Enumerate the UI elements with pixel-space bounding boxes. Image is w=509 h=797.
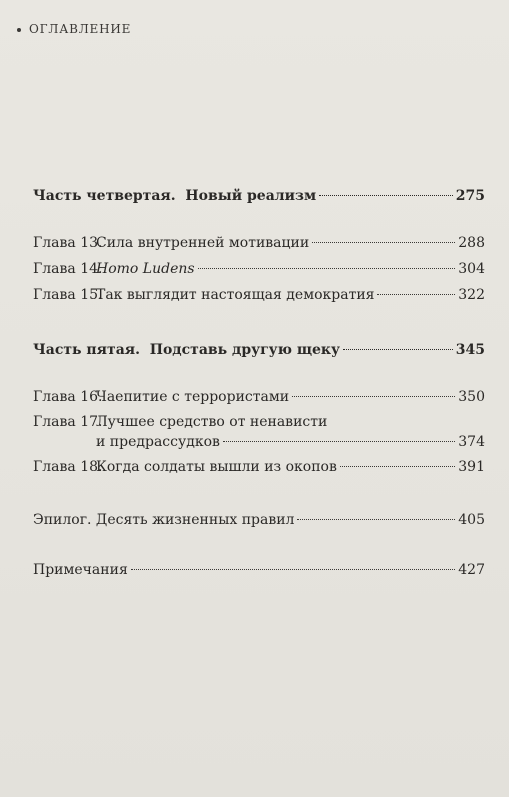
toc-chapter-16[interactable]	[33, 387, 485, 407]
chapter-title-line1: Лучшее средство от ненависти	[96, 414, 328, 430]
toc-chapter-17-line2[interactable]	[33, 432, 485, 452]
chapter-number: Глава 17.	[33, 414, 103, 430]
chapter-title: Homo Ludens	[96, 261, 195, 277]
chapter-number: Глава 14.	[33, 261, 103, 277]
toc-part-five[interactable]	[33, 340, 485, 360]
dot-leader	[319, 195, 453, 196]
chapter-number: Глава 15.	[33, 287, 103, 303]
dot-leader	[377, 294, 455, 295]
part-label: Часть пятая.	[33, 342, 140, 358]
epilogue-title: Эпилог. Десять жизненных правил	[33, 512, 295, 528]
page-number: 350	[458, 389, 485, 405]
chapter-number: Глава 18.	[33, 459, 103, 475]
dot-leader	[340, 466, 455, 467]
chapter-title: Так выглядит настоящая демократия	[96, 287, 375, 303]
part-label: Часть четвертая.	[33, 188, 176, 204]
page-number: 288	[458, 235, 485, 251]
chapter-number: Глава 16.	[33, 389, 103, 405]
page-number: 345	[455, 342, 485, 358]
page-number: 427	[458, 562, 485, 578]
chapter-title: Чаепитие с террористами	[96, 389, 290, 405]
dot-leader	[297, 519, 455, 520]
toc-chapter-13[interactable]	[33, 233, 485, 253]
dot-leader	[223, 441, 455, 442]
toc-epilogue[interactable]	[33, 510, 485, 530]
toc-notes[interactable]	[33, 560, 485, 580]
dot-leader	[312, 242, 455, 243]
chapter-title: Когда солдаты вышли из окопов	[96, 459, 337, 475]
dot-leader	[292, 396, 455, 397]
dot-leader	[198, 268, 456, 269]
dot-leader	[343, 349, 453, 350]
page-number: 374	[458, 434, 485, 450]
toc-chapter-17-line1[interactable]	[33, 412, 485, 432]
bullet-icon	[17, 28, 21, 32]
chapter-title: Сила внутренней мотивации	[96, 235, 310, 251]
page-number: 275	[455, 188, 485, 204]
page-number: 391	[458, 459, 485, 475]
page-number: 304	[458, 261, 485, 277]
notes-title: Примечания	[33, 562, 128, 578]
part-title: Подставь другую щеку	[149, 342, 340, 358]
toc-chapter-15[interactable]	[33, 285, 485, 305]
running-head-text: ОГЛАВЛЕНИЕ	[29, 22, 132, 36]
chapter-number: Глава 13.	[33, 235, 103, 251]
page-number: 405	[458, 512, 485, 528]
toc-chapter-18[interactable]	[33, 457, 485, 477]
toc-chapter-14[interactable]	[33, 259, 485, 279]
dot-leader	[131, 569, 455, 570]
part-title: Новый реализм	[185, 188, 317, 204]
chapter-title-line2: и предрассудков	[96, 434, 220, 450]
running-head	[17, 22, 131, 36]
page-number: 322	[458, 287, 485, 303]
toc-part-four[interactable]	[33, 186, 485, 206]
